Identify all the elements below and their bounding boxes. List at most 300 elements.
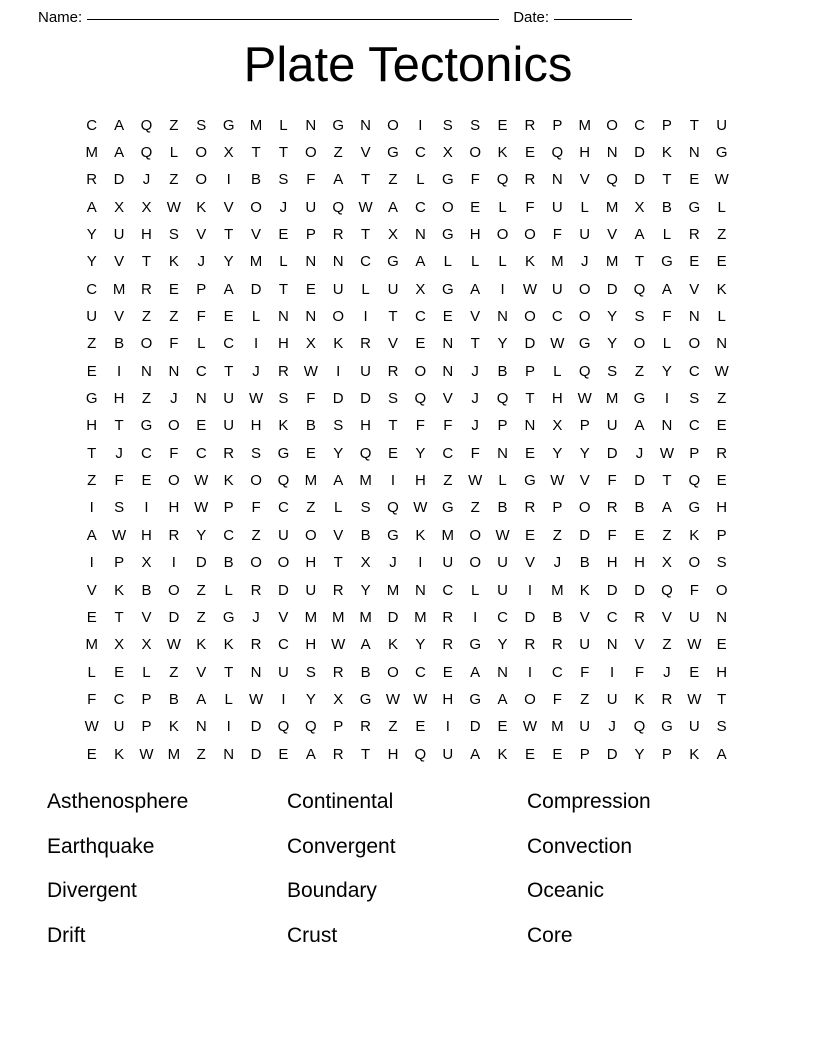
grid-cell[interactable]: N: [497, 308, 508, 326]
grid-cell[interactable]: C: [414, 308, 426, 326]
grid-cell[interactable]: R: [524, 636, 536, 654]
grid-cell[interactable]: Z: [552, 526, 562, 544]
grid-cell[interactable]: S: [114, 499, 125, 517]
grid-cell[interactable]: U: [551, 198, 563, 216]
grid-cell[interactable]: M: [551, 253, 564, 271]
grid-cell[interactable]: R: [360, 718, 372, 736]
grid-cell[interactable]: Y: [634, 745, 645, 763]
grid-cell[interactable]: J: [635, 444, 644, 462]
grid-cell[interactable]: K: [114, 745, 125, 763]
grid-cell[interactable]: E: [86, 608, 97, 626]
grid-cell[interactable]: I: [171, 554, 176, 572]
grid-cell[interactable]: W: [194, 472, 209, 490]
grid-cell[interactable]: F: [580, 663, 590, 681]
grid-cell[interactable]: B: [497, 499, 508, 517]
grid-cell[interactable]: O: [250, 554, 262, 572]
grid-cell[interactable]: N: [551, 171, 563, 189]
grid-cell[interactable]: I: [253, 335, 259, 353]
grid-cell[interactable]: A: [387, 198, 398, 216]
grid-cell[interactable]: U: [387, 280, 399, 298]
grid-cell[interactable]: E: [716, 253, 727, 271]
grid-cell[interactable]: P: [223, 499, 234, 517]
word-list-item[interactable]: Crust: [287, 923, 338, 947]
grid-cell[interactable]: D: [606, 280, 618, 298]
grid-cell[interactable]: D: [634, 581, 645, 599]
grid-cell[interactable]: Y: [497, 335, 508, 353]
grid-cell[interactable]: A: [196, 690, 207, 708]
grid-cell[interactable]: N: [223, 745, 235, 763]
grid-cell[interactable]: E: [86, 362, 97, 380]
grid-cell[interactable]: F: [470, 171, 480, 189]
grid-cell[interactable]: W: [550, 335, 565, 353]
grid-cell[interactable]: S: [607, 362, 618, 380]
grid-cell[interactable]: L: [279, 116, 288, 134]
grid-cell[interactable]: H: [141, 526, 152, 544]
grid-cell[interactable]: O: [277, 554, 290, 572]
grid-cell[interactable]: F: [525, 198, 535, 216]
grid-cell[interactable]: M: [605, 253, 619, 271]
grid-cell[interactable]: M: [85, 144, 98, 162]
grid-cell[interactable]: E: [278, 226, 289, 244]
grid-cell[interactable]: R: [332, 581, 344, 599]
grid-cell[interactable]: F: [689, 581, 699, 599]
grid-cell[interactable]: T: [525, 390, 535, 408]
grid-cell[interactable]: O: [688, 554, 701, 572]
grid-cell[interactable]: V: [579, 171, 590, 189]
grid-cell[interactable]: E: [305, 280, 316, 298]
grid-cell[interactable]: T: [717, 690, 727, 708]
grid-cell[interactable]: F: [169, 335, 179, 353]
grid-cell[interactable]: B: [579, 554, 590, 572]
grid-cell[interactable]: Y: [305, 690, 316, 708]
grid-cell[interactable]: U: [360, 362, 372, 380]
grid-cell[interactable]: M: [331, 608, 345, 626]
grid-cell[interactable]: K: [168, 718, 179, 736]
grid-cell[interactable]: G: [661, 718, 673, 736]
grid-cell[interactable]: H: [278, 335, 289, 353]
grid-cell[interactable]: Q: [359, 444, 372, 462]
grid-cell[interactable]: C: [634, 116, 645, 134]
grid-cell[interactable]: Y: [607, 335, 618, 353]
grid-cell[interactable]: I: [226, 718, 231, 736]
grid-cell[interactable]: Q: [606, 171, 618, 189]
grid-cell[interactable]: Z: [251, 526, 261, 544]
grid-cell[interactable]: J: [553, 554, 562, 572]
word-list-item[interactable]: Divergent: [47, 879, 137, 902]
grid-cell[interactable]: V: [333, 526, 344, 544]
grid-cell[interactable]: G: [85, 390, 98, 408]
grid-cell[interactable]: G: [715, 144, 728, 162]
word-list-item[interactable]: Asthenosphere: [47, 790, 189, 813]
grid-cell[interactable]: H: [360, 417, 372, 435]
grid-cell[interactable]: R: [168, 526, 180, 544]
grid-cell[interactable]: M: [551, 718, 564, 736]
grid-cell[interactable]: H: [250, 417, 262, 435]
grid-cell[interactable]: A: [305, 745, 316, 763]
grid-cell[interactable]: M: [304, 608, 318, 626]
grid-cell[interactable]: S: [634, 308, 645, 326]
word-list-item[interactable]: Core: [527, 923, 573, 947]
grid-cell[interactable]: F: [634, 663, 645, 681]
grid-cell[interactable]: L: [142, 663, 151, 681]
grid-cell[interactable]: V: [579, 608, 590, 626]
grid-cell[interactable]: K: [415, 526, 426, 544]
grid-cell[interactable]: K: [497, 745, 508, 763]
grid-cell[interactable]: E: [278, 745, 289, 763]
grid-cell[interactable]: U: [688, 718, 700, 736]
grid-cell[interactable]: T: [224, 226, 234, 244]
grid-cell[interactable]: U: [579, 718, 591, 736]
grid-cell[interactable]: D: [469, 718, 481, 736]
grid-cell[interactable]: B: [552, 608, 563, 626]
grid-cell[interactable]: Z: [141, 308, 152, 326]
grid-cell[interactable]: L: [580, 198, 589, 216]
grid-cell[interactable]: N: [195, 390, 207, 408]
grid-cell[interactable]: C: [551, 663, 563, 681]
grid-cell[interactable]: P: [661, 116, 672, 134]
grid-cell[interactable]: O: [250, 472, 262, 490]
grid-cell[interactable]: T: [361, 226, 371, 244]
grid-cell[interactable]: M: [167, 745, 181, 763]
grid-cell[interactable]: C: [141, 444, 152, 462]
grid-cell[interactable]: C: [442, 581, 454, 599]
grid-cell[interactable]: A: [634, 226, 645, 244]
grid-cell[interactable]: V: [689, 280, 700, 298]
grid-cell[interactable]: X: [141, 198, 152, 216]
grid-cell[interactable]: E: [689, 663, 700, 681]
grid-cell[interactable]: M: [85, 636, 98, 654]
grid-cell[interactable]: W: [303, 362, 318, 380]
grid-cell[interactable]: I: [418, 116, 423, 134]
grid-cell[interactable]: E: [524, 444, 535, 462]
grid-cell[interactable]: N: [716, 335, 728, 353]
grid-cell[interactable]: G: [469, 636, 481, 654]
grid-cell[interactable]: M: [249, 253, 263, 271]
grid-cell[interactable]: V: [114, 308, 125, 326]
grid-cell[interactable]: F: [552, 690, 562, 708]
grid-cell[interactable]: J: [663, 663, 671, 681]
grid-cell[interactable]: O: [524, 308, 536, 326]
grid-cell[interactable]: Y: [333, 444, 344, 462]
grid-cell[interactable]: Z: [717, 390, 727, 408]
grid-cell[interactable]: S: [251, 444, 262, 462]
word-list-item[interactable]: Boundary: [287, 879, 377, 902]
grid-cell[interactable]: N: [661, 417, 673, 435]
grid-cell[interactable]: S: [716, 554, 727, 572]
grid-cell[interactable]: Y: [607, 308, 618, 326]
grid-cell[interactable]: Q: [661, 581, 673, 599]
grid-cell[interactable]: C: [497, 608, 508, 626]
grid-cell[interactable]: N: [606, 144, 618, 162]
grid-cell[interactable]: S: [689, 390, 700, 408]
grid-cell[interactable]: J: [252, 362, 260, 380]
grid-cell[interactable]: M: [112, 280, 126, 298]
grid-cell[interactable]: Q: [688, 472, 701, 490]
grid-cell[interactable]: Z: [87, 335, 97, 353]
grid-cell[interactable]: G: [387, 144, 399, 162]
grid-cell[interactable]: N: [332, 253, 344, 271]
grid-cell[interactable]: P: [552, 116, 563, 134]
grid-cell[interactable]: O: [469, 554, 481, 572]
grid-cell[interactable]: F: [662, 308, 672, 326]
grid-cell[interactable]: Q: [304, 718, 317, 736]
grid-cell[interactable]: Y: [579, 444, 590, 462]
grid-cell[interactable]: E: [415, 335, 426, 353]
grid-cell[interactable]: J: [471, 362, 479, 380]
grid-cell[interactable]: C: [551, 308, 563, 326]
word-list-item[interactable]: Convergent: [287, 834, 396, 858]
grid-cell[interactable]: K: [223, 636, 234, 654]
grid-cell[interactable]: S: [442, 116, 453, 134]
grid-cell[interactable]: C: [278, 636, 289, 654]
grid-cell[interactable]: S: [278, 390, 289, 408]
grid-cell[interactable]: B: [251, 171, 262, 189]
grid-cell[interactable]: O: [304, 144, 317, 162]
grid-cell[interactable]: N: [305, 253, 317, 271]
grid-cell[interactable]: V: [442, 390, 453, 408]
grid-cell[interactable]: T: [87, 444, 97, 462]
grid-cell[interactable]: D: [250, 718, 262, 736]
grid-cell[interactable]: D: [332, 390, 344, 408]
name-write-line[interactable]: [87, 18, 499, 20]
grid-cell[interactable]: P: [141, 718, 152, 736]
grid-cell[interactable]: E: [223, 308, 234, 326]
grid-cell[interactable]: V: [141, 608, 152, 626]
grid-cell[interactable]: H: [442, 690, 454, 708]
grid-cell[interactable]: V: [278, 608, 289, 626]
grid-cell[interactable]: I: [473, 608, 478, 626]
grid-cell[interactable]: D: [634, 171, 645, 189]
grid-cell[interactable]: L: [470, 253, 480, 271]
grid-cell[interactable]: T: [361, 171, 371, 189]
grid-cell[interactable]: R: [634, 608, 645, 626]
grid-cell[interactable]: S: [360, 499, 371, 517]
grid-cell[interactable]: O: [304, 526, 317, 544]
grid-cell[interactable]: G: [661, 253, 673, 271]
grid-cell[interactable]: L: [470, 581, 480, 599]
grid-cell[interactable]: Y: [497, 636, 508, 654]
grid-cell[interactable]: U: [278, 526, 289, 544]
grid-cell[interactable]: W: [166, 198, 181, 216]
grid-cell[interactable]: W: [468, 472, 483, 490]
grid-cell[interactable]: G: [524, 472, 536, 490]
grid-cell[interactable]: E: [524, 526, 535, 544]
grid-cell[interactable]: R: [86, 171, 98, 189]
grid-cell[interactable]: I: [500, 280, 505, 298]
grid-cell[interactable]: W: [139, 745, 154, 763]
grid-cell[interactable]: K: [333, 335, 344, 353]
grid-cell[interactable]: C: [688, 362, 700, 380]
grid-cell[interactable]: T: [114, 608, 124, 626]
grid-cell[interactable]: I: [390, 472, 396, 490]
grid-cell[interactable]: E: [415, 718, 426, 736]
grid-cell[interactable]: P: [524, 362, 535, 380]
grid-cell[interactable]: R: [688, 226, 700, 244]
grid-cell[interactable]: J: [580, 253, 589, 271]
grid-cell[interactable]: Q: [578, 362, 591, 380]
grid-cell[interactable]: F: [552, 226, 562, 244]
grid-cell[interactable]: O: [469, 526, 481, 544]
grid-cell[interactable]: T: [662, 171, 672, 189]
grid-cell[interactable]: P: [141, 690, 152, 708]
grid-cell[interactable]: E: [716, 636, 727, 654]
grid-cell[interactable]: F: [114, 472, 124, 490]
grid-cell[interactable]: L: [197, 335, 206, 353]
grid-cell[interactable]: T: [224, 663, 234, 681]
grid-cell[interactable]: B: [114, 335, 125, 353]
grid-cell[interactable]: L: [498, 253, 507, 271]
grid-cell[interactable]: V: [360, 144, 371, 162]
word-list-item[interactable]: Oceanic: [527, 879, 605, 902]
grid-cell[interactable]: L: [498, 198, 507, 216]
grid-cell[interactable]: X: [415, 280, 426, 298]
grid-cell[interactable]: O: [578, 280, 591, 298]
grid-cell[interactable]: P: [579, 745, 590, 763]
grid-cell[interactable]: W: [413, 690, 428, 708]
grid-cell[interactable]: J: [252, 608, 260, 626]
grid-cell[interactable]: U: [579, 636, 591, 654]
grid-cell[interactable]: K: [387, 636, 398, 654]
grid-cell[interactable]: V: [196, 226, 207, 244]
grid-cell[interactable]: S: [305, 663, 316, 681]
grid-cell[interactable]: P: [196, 280, 207, 298]
grid-cell[interactable]: I: [527, 663, 533, 681]
grid-cell[interactable]: Q: [414, 390, 427, 408]
grid-cell[interactable]: J: [608, 718, 616, 736]
grid-cell[interactable]: Z: [169, 308, 179, 326]
grid-cell[interactable]: P: [579, 417, 590, 435]
grid-cell[interactable]: Q: [496, 171, 509, 189]
grid-cell[interactable]: X: [634, 198, 645, 216]
grid-cell[interactable]: J: [471, 417, 479, 435]
grid-cell[interactable]: E: [716, 417, 727, 435]
grid-cell[interactable]: M: [605, 198, 619, 216]
grid-cell[interactable]: C: [688, 417, 700, 435]
grid-cell[interactable]: Z: [141, 390, 152, 408]
grid-cell[interactable]: G: [441, 499, 454, 517]
grid-cell[interactable]: E: [634, 526, 645, 544]
grid-cell[interactable]: D: [634, 472, 645, 490]
grid-cell[interactable]: D: [168, 608, 180, 626]
grid-cell[interactable]: R: [606, 499, 618, 517]
grid-cell[interactable]: Z: [169, 171, 179, 189]
grid-cell[interactable]: B: [360, 663, 371, 681]
grid-cell[interactable]: G: [441, 171, 454, 189]
grid-cell[interactable]: O: [168, 417, 180, 435]
grid-cell[interactable]: A: [661, 499, 672, 517]
grid-cell[interactable]: N: [278, 308, 289, 326]
grid-cell[interactable]: E: [552, 745, 563, 763]
grid-cell[interactable]: H: [168, 499, 180, 517]
grid-cell[interactable]: S: [168, 226, 179, 244]
grid-cell[interactable]: D: [113, 171, 125, 189]
date-write-line[interactable]: [554, 18, 632, 20]
grid-cell[interactable]: R: [332, 226, 344, 244]
grid-cell[interactable]: F: [169, 444, 179, 462]
grid-cell[interactable]: X: [552, 417, 563, 435]
grid-cell[interactable]: D: [387, 608, 399, 626]
grid-cell[interactable]: A: [114, 144, 125, 162]
grid-cell[interactable]: R: [250, 581, 262, 599]
grid-cell[interactable]: Z: [306, 499, 316, 517]
grid-cell[interactable]: V: [524, 554, 535, 572]
grid-cell[interactable]: Z: [87, 472, 97, 490]
grid-cell[interactable]: P: [497, 417, 508, 435]
grid-cell[interactable]: M: [386, 581, 400, 599]
grid-cell[interactable]: Z: [634, 362, 645, 380]
grid-cell[interactable]: A: [114, 116, 125, 134]
grid-cell[interactable]: R: [661, 690, 673, 708]
grid-cell[interactable]: G: [688, 499, 701, 517]
grid-cell[interactable]: N: [414, 581, 426, 599]
grid-cell[interactable]: A: [360, 636, 371, 654]
grid-cell[interactable]: M: [249, 116, 263, 134]
grid-cell[interactable]: D: [250, 280, 262, 298]
grid-cell[interactable]: T: [251, 144, 261, 162]
grid-cell[interactable]: G: [469, 690, 481, 708]
grid-cell[interactable]: E: [689, 171, 700, 189]
grid-cell[interactable]: O: [524, 226, 536, 244]
grid-cell[interactable]: K: [689, 745, 700, 763]
grid-cell[interactable]: H: [716, 663, 728, 681]
word-list-item[interactable]: Compression: [527, 790, 651, 813]
grid-cell[interactable]: O: [441, 198, 454, 216]
grid-cell[interactable]: K: [223, 472, 234, 490]
grid-cell[interactable]: Q: [277, 718, 290, 736]
grid-cell[interactable]: A: [333, 472, 344, 490]
grid-cell[interactable]: Y: [552, 444, 563, 462]
grid-cell[interactable]: U: [688, 608, 700, 626]
grid-cell[interactable]: T: [278, 144, 289, 162]
grid-cell[interactable]: C: [278, 499, 289, 517]
grid-cell[interactable]: C: [442, 444, 454, 462]
grid-cell[interactable]: R: [551, 636, 563, 654]
grid-cell[interactable]: P: [114, 554, 125, 572]
grid-cell[interactable]: G: [441, 226, 454, 244]
grid-cell[interactable]: D: [278, 581, 289, 599]
grid-cell[interactable]: A: [86, 526, 97, 544]
grid-cell[interactable]: E: [442, 308, 453, 326]
grid-cell[interactable]: X: [114, 636, 125, 654]
grid-cell[interactable]: J: [142, 171, 151, 189]
grid-cell[interactable]: H: [387, 745, 399, 763]
grid-cell[interactable]: T: [224, 362, 234, 380]
grid-cell[interactable]: F: [196, 308, 206, 326]
grid-cell[interactable]: L: [87, 663, 96, 681]
grid-cell[interactable]: G: [441, 280, 454, 298]
grid-cell[interactable]: K: [634, 690, 645, 708]
grid-cell[interactable]: W: [577, 390, 592, 408]
grid-cell[interactable]: J: [279, 198, 288, 216]
grid-cell[interactable]: Y: [223, 253, 234, 271]
grid-cell[interactable]: Q: [633, 718, 646, 736]
grid-cell[interactable]: W: [714, 171, 729, 189]
grid-cell[interactable]: R: [332, 745, 344, 763]
grid-cell[interactable]: K: [168, 253, 179, 271]
grid-cell[interactable]: H: [113, 390, 125, 408]
word-list-item[interactable]: Drift: [47, 923, 86, 947]
grid-cell[interactable]: W: [331, 636, 346, 654]
grid-cell[interactable]: L: [553, 362, 562, 380]
grid-cell[interactable]: Z: [388, 718, 398, 736]
grid-cell[interactable]: O: [250, 198, 262, 216]
grid-cell[interactable]: Y: [86, 226, 97, 244]
grid-cell[interactable]: C: [223, 526, 235, 544]
grid-cell[interactable]: T: [361, 745, 371, 763]
grid-cell[interactable]: H: [469, 226, 481, 244]
grid-cell[interactable]: O: [168, 581, 180, 599]
grid-cell[interactable]: Y: [86, 253, 97, 271]
